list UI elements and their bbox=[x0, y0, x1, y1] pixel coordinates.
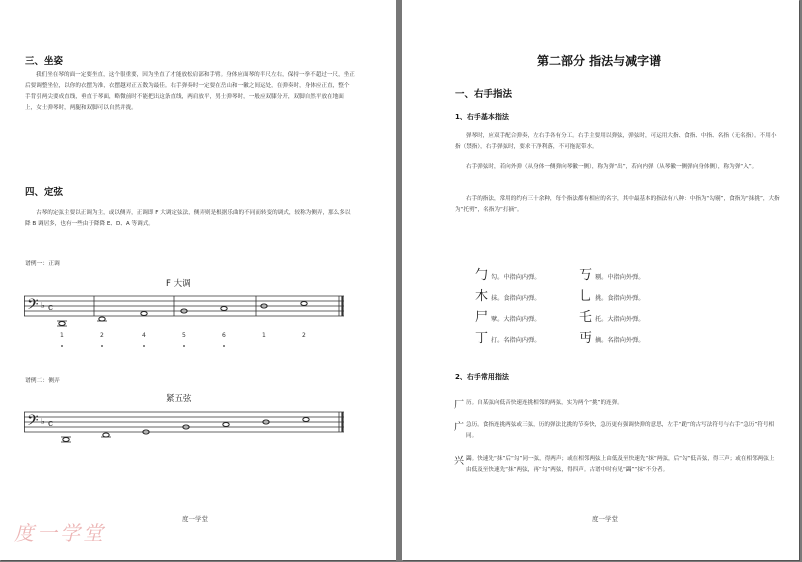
common-fingering-1: 历。自某弦向低音快速连挑相邻的两弦，实为两个“挑”的连弹。 bbox=[466, 400, 623, 406]
jianpu-number: 6 bbox=[222, 332, 226, 339]
sitting-paragraph: 我们坐在琴的面一定要坐直，这个很重要，因为坐直了才能放松肩部和手臂。身体应面琴的半尺左右，保持一拳不超过一尺，坐正后要调整坐位，以你的衣摆为准，衣摆越对正五数为最佳。右手弹奏时一定要在岳山和一徽之间运处，在弹奏时，身体应正直，整个手背引两尖要成直线，垂直于琴面，略微前时不能把出这条直线，两肩放平，男士弹琴时，一般应双膝分开，双脚自然平放在地面上，女士弹琴时，两腿和双脚可以自然并拢。 bbox=[25, 72, 355, 111]
jianzi-glyph: 广 bbox=[454, 422, 464, 433]
jianzi-glyph: 乚 bbox=[579, 289, 593, 304]
finger-text: 剔。中指向外弹。 bbox=[595, 274, 645, 281]
section-title-tuning: 四、定弦 bbox=[25, 187, 64, 198]
jianzi-glyph: 兴 bbox=[454, 456, 464, 467]
finger-row bbox=[579, 285, 645, 304]
example1-label: 谱例一：正调 bbox=[25, 261, 60, 267]
finger-row bbox=[475, 306, 541, 325]
jianzi-glyph: 丂 bbox=[579, 268, 593, 283]
jianpu-number: 2 bbox=[302, 332, 306, 339]
subsection-title-basic: 1、右手基本指法 bbox=[455, 113, 509, 121]
subsection-title-common: 2、右手常用指法 bbox=[455, 373, 509, 381]
example2-label: 谱例二：侧弄 bbox=[25, 378, 60, 384]
flat-icon: ♭ bbox=[41, 301, 45, 310]
finger-row bbox=[579, 306, 645, 325]
finger-row bbox=[579, 327, 645, 346]
basic-paragraph-1: 弹琴时，应双手配合弹奏，左右手各有分工。右手主要用以弹弦，弹弦时，可运用大指、食指、中指、名指（无名指）。不用小指（禁指），右手弹弦时，要求干净利落，不可拖泥带水。 bbox=[455, 133, 777, 150]
finger-text: 擘。大指向内弹。 bbox=[491, 316, 541, 323]
jianpu-number: 1 bbox=[60, 332, 64, 339]
jianpu-number: 2 bbox=[100, 332, 104, 339]
jianzi-glyph: 勹 bbox=[475, 268, 489, 283]
common-time-icon: c bbox=[48, 419, 54, 429]
bass-clef-icon: 𝄢 bbox=[27, 296, 39, 317]
common-time-icon: c bbox=[48, 303, 54, 313]
jianzi-glyph: 乇 bbox=[579, 310, 593, 325]
common-fingering-3: 蠲。快速先“抹”后“勾”同一弦，得两声；或在相邻两弦上由低及至快速先“抹”两弦，后“勾”低音弦，得三声；或在相邻两弦上由低及至快速先“抹”两弦，再“勾”两弦，得四声。古谱中时有见“蠲”“抹”不分者。 bbox=[466, 456, 775, 473]
example2-title: 紧五弦 bbox=[166, 394, 192, 404]
finger-row bbox=[475, 327, 541, 346]
finger-text: 挑。食指向外弹。 bbox=[595, 295, 645, 302]
jianzi-glyph: 丏 bbox=[579, 331, 593, 346]
finger-text: 托。大指向外弹。 bbox=[595, 316, 645, 323]
jianzi-glyph: 丁 bbox=[475, 331, 489, 346]
section-title-right-hand: 一、右手指法 bbox=[455, 89, 513, 100]
common-fingering-2: 急历。食指连挑两弦或三弦，历的弹法比挑的节奏快，急历更有强调快弹的意思，左手“跪”的古写法符号与右手“急历”符号相同。 bbox=[466, 422, 775, 439]
basic-paragraph-3: 右手的指法，常用的约有三十余种，每个指法都有相应的名字，其中最基本的指法有八种：中指为“勾剔”，食指为“抹挑”，大指为“托劈”，名指为“打摘”。 bbox=[455, 196, 780, 213]
finger-text: 打。名指向内弹。 bbox=[491, 337, 541, 344]
left-page-footer: 度一学堂 bbox=[182, 515, 208, 523]
finger-row bbox=[475, 285, 541, 304]
finger-row bbox=[579, 264, 645, 283]
watermark-logo: 度一学堂 bbox=[14, 521, 106, 545]
example1-title: F 大调 bbox=[166, 279, 191, 289]
bass-clef-icon: 𝄢 bbox=[27, 412, 39, 433]
finger-row bbox=[475, 264, 541, 283]
right-page bbox=[402, 0, 799, 560]
tuning-paragraph: 古琴的定弦主要以正调为主，或以侧弄，正调即 F 大调定弦法，侧弄则是根据乐曲的不同而转变的调式，较称为侧弄，那么多以降 B 调居多，也有一些由于降降 E、D、A 等调式。 bbox=[25, 210, 351, 227]
staff-example2 bbox=[24, 408, 346, 448]
basic-paragraph-2: 右手弹弦时，若向外弹（从身体一侧弹向琴徽一侧），称为弹“出”，若向内弹（从琴徽一侧弹向身体侧），称为弹“入”。 bbox=[466, 164, 758, 170]
jianzi-glyph: 尸 bbox=[475, 310, 489, 325]
finger-text: 抹。食指向内弹。 bbox=[491, 295, 541, 302]
jianpu-number: 1 bbox=[262, 332, 266, 339]
flat-icon: ♭ bbox=[41, 417, 45, 426]
finger-text: 勾。中指向内弹。 bbox=[491, 274, 541, 281]
left-page bbox=[0, 0, 396, 560]
jianpu-number: 4 bbox=[142, 332, 146, 339]
finger-text: 摘。名指向外弹。 bbox=[595, 337, 645, 344]
jianpu-octave-dots bbox=[60, 343, 320, 349]
section-title-sitting: 三、坐姿 bbox=[25, 56, 64, 67]
right-page-footer: 度一学堂 bbox=[592, 515, 618, 523]
jianzi-glyph: 厂 bbox=[454, 400, 464, 411]
jianpu-number: 5 bbox=[182, 332, 186, 339]
part-title: 第二部分 指法与减字谱 bbox=[537, 54, 662, 68]
jianzi-glyph: 木 bbox=[475, 289, 489, 304]
